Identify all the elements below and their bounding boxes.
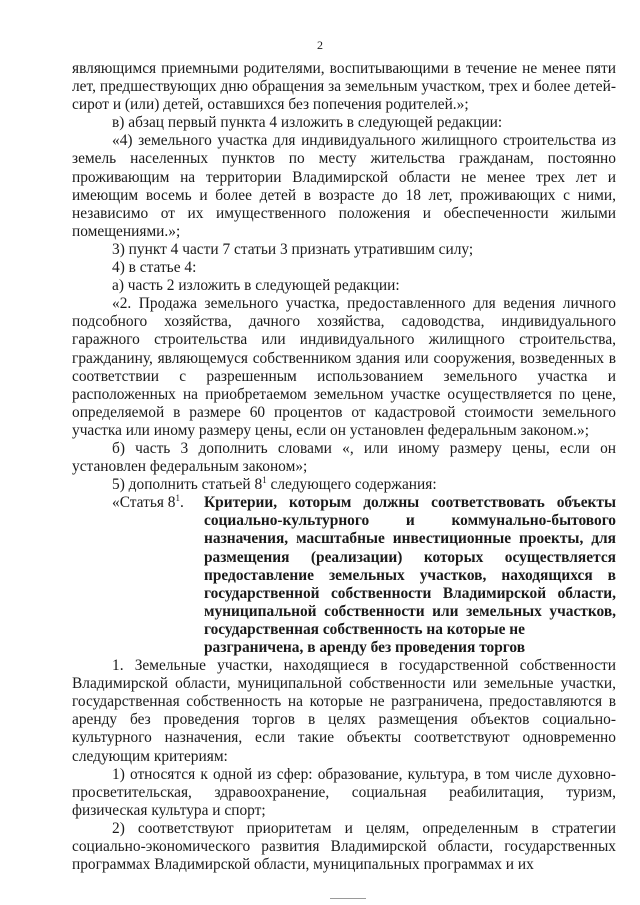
paragraph: 1) относятся к одной из сфер: образование, культура, в том числе духовно-просветительская, здравоохранение, социальная реабилитация, туризм, физическая культура и спорт; (72, 765, 616, 819)
article-label-text: «Статья 8 (112, 494, 176, 512)
paragraph: а) часть 2 изложить в следующей редакции: (112, 277, 400, 295)
item5-text-after: следующего содержания: (266, 476, 437, 494)
paragraph: «4) земельного участка для индивидуального жилищного строительства из земель населенных пунктов по месту жительства гражданам, постоянно проживающим на территории Владимирской области не менее трех лет и имеющим восемь и более детей в возрасте до 18 лет, проживающих с ними, независимо от их имущественного положения и обеспеченности жилыми помещениями.»; (72, 132, 616, 240)
paragraph: 4) в статье 4: (112, 259, 197, 277)
article-heading (72, 494, 616, 657)
paragraph: б) часть 3 дополнить словами «, или иному размеру цены, если он установлен федеральным законом»; (72, 439, 616, 476)
paragraph: «2. Продажа земельного участка, предоставленного для ведения личного подсобного хозяйства, дачного хозяйства, садоводства, индивидуального гаражного строительства или индивидуального жилищного строительства, гражданину, являющемуся собственником здания или сооружения, возведенных в соответствии с разрешенным использованием земельного участка и расположенных на приобретаемом земельном участке осуществляется по цене, определяемой в размере 60 процентов от кадастровой стоимости земельного участка или иному размеру цены, если он установлен федеральным законом.»; (72, 295, 616, 439)
paragraph: в) абзац первый пункта 4 изложить в следующей редакции: (112, 114, 503, 132)
document-body (72, 60, 616, 874)
paragraph: являющимся приемными родителями, воспитывающими в течение не менее пяти лет, предшествующих дню обращения за земельным участком, трех и более детей-сирот и (или) детей, оставшихся без попечения родителей.»; (72, 60, 616, 114)
paragraph: 1. Земельные участки, находящиеся в государственной собственности Владимирской области, муниципальной собственности или земельные участки, государственная собственность на которые не разграничена, предоставляются в аренду без проведения торгов в целях размещения объектов социально-культурного назначения, если такие объекты соответствуют одновременно следующим критериям: (72, 657, 616, 765)
paragraph: 3) пункт 4 части 7 статьи 3 признать утратившим силу; (112, 240, 474, 258)
paragraph: 2) соответствуют приоритетам и целям, определенным в стратегии социально-экономического развития Владимирской области, государственных программах Владимирской области, муниципальных программах и их (72, 819, 616, 874)
item5-text-before: 5) дополнить статьей 8 (112, 476, 263, 494)
article-label-superscript: 1 (175, 493, 180, 504)
article-title-main: Критерии, которым должны соответствовать объекты социально-культурного и коммунально-бытового назначения, масштабные инвестиционные проекты, для размещения (реализации) которых осуществляется предоставление земельных участков, находящихся в государственной собственности Владимирской области, муниципальной собственности или земельных участков, государственная собственность на которые не (204, 494, 616, 638)
page-number: 2 (317, 38, 323, 52)
article-title (204, 494, 616, 657)
article-label-dot: . (179, 494, 184, 512)
paragraph-item-5 (72, 476, 616, 494)
item5-superscript: 1 (262, 475, 267, 486)
scan-artifact (330, 898, 366, 899)
article-label (72, 494, 204, 657)
article-title-last-line: разграничена, в аренду без проведения торгов (204, 639, 526, 656)
